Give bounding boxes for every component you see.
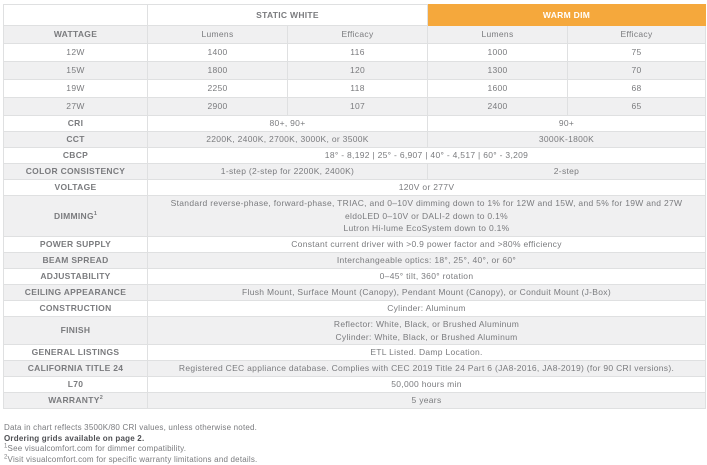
spec-label-power-supply: POWER SUPPLY [4,237,148,253]
spec-label-adjustability: ADJUSTABILITY [4,269,148,285]
dimming-label-text: DIMMING [54,211,94,221]
warm-lumens-value: 2400 [428,98,568,116]
warm-dim-header: WARM DIM [428,5,706,26]
table-row-california-title-24 [4,361,706,377]
static-white-header: STATIC WHITE [148,5,428,26]
spec-label-california-title-24: CALIFORNIA TITLE 24 [4,361,148,377]
cct-static-value: 2200K, 2400K, 2700K, 3000K, or 3500K [148,132,428,148]
footnote-dimmer-text: See visualcomfort.com for dimmer compatibility. [8,444,187,453]
footnote-sup-1: 1 [4,443,8,449]
dimming-line-1: Standard reverse-phase, forward-phase, TRIAC, and 0–10V dimming down to 1% for 12W and 15W, and 5% for 19W and 27W [148,197,705,210]
warm-lumens-value: 1300 [428,62,568,80]
wattage-label: WATTAGE [4,26,148,44]
table-row-ceiling-appearance [4,285,706,301]
static-efficacy-value: 116 [288,44,428,62]
spec-label-general-listings: GENERAL LISTINGS [4,345,148,361]
footnote-data-disclaimer: Data in chart reflects 3500K/80 CRI values, unless otherwise noted. [4,423,707,434]
power-supply-value: Constant current driver with >0.9 power factor and >80% efficiency [148,237,706,253]
spec-sheet-page [0,4,707,463]
col-header-warm-lumens: Lumens [428,26,568,44]
table-row-cct [4,132,706,148]
table-row-cri [4,116,706,132]
static-lumens-value: 1800 [148,62,288,80]
california-title-24-value: Registered CEC appliance database. Complies with CEC 2019 Title 24 Part 6 (JA8-2016, JA8-2019) (for 90 CRI versions). [148,361,706,377]
table-row-beam-spread [4,253,706,269]
dimming-line-3: Lutron Hi-lume EcoSystem down to 0.1% [148,222,705,235]
footnote-dimmer-compatibility [4,444,707,455]
spec-label-color-consistency: COLOR CONSISTENCY [4,164,148,180]
static-lumens-value: 1400 [148,44,288,62]
spec-table [3,4,706,409]
wattage-value: 19W [4,80,148,98]
table-row-cbcp [4,148,706,164]
general-listings-value: ETL Listed. Damp Location. [148,345,706,361]
corner-cell [4,5,148,26]
cbcp-value: 18° - 8,192 | 25° - 6,907 | 40° - 4,517 | 60° - 3,209 [148,148,706,164]
color-consistency-static-value: 1-step (2-step for 2200K, 2400K) [148,164,428,180]
dimming-value [148,196,706,237]
footnote-warranty-text: Visit visualcomfort.com for specific warranty limitations and details. [8,455,258,464]
wattage-value: 27W [4,98,148,116]
spec-label-construction: CONSTRUCTION [4,301,148,317]
l70-value: 50,000 hours min [148,377,706,393]
footnote-marker-2: 2 [100,396,103,402]
warm-efficacy-value: 68 [568,80,706,98]
finish-line-1: Reflector: White, Black, or Brushed Aluminum [148,318,705,331]
footnote-sup-2: 2 [4,454,8,460]
spec-label-cri: CRI [4,116,148,132]
finish-value [148,317,706,345]
table-row-27w [4,98,706,116]
spec-label-cbcp: CBCP [4,148,148,164]
cri-warm-value: 90+ [428,116,706,132]
color-consistency-warm-value: 2-step [428,164,706,180]
static-lumens-value: 2250 [148,80,288,98]
col-header-static-efficacy: Efficacy [288,26,428,44]
footnote-ordering-grids: Ordering grids available on page 2. [4,434,707,445]
construction-value: Cylinder: Aluminum [148,301,706,317]
table-row-15w [4,62,706,80]
adjustability-value: 0–45° tilt, 360° rotation [148,269,706,285]
warm-lumens-value: 1600 [428,80,568,98]
warm-efficacy-value: 65 [568,98,706,116]
table-row-construction [4,301,706,317]
wattage-value: 15W [4,62,148,80]
table-row-color-consistency [4,164,706,180]
voltage-value: 120V or 277V [148,180,706,196]
table-row-l70 [4,377,706,393]
spec-label-voltage: VOLTAGE [4,180,148,196]
static-efficacy-value: 107 [288,98,428,116]
table-row-adjustability [4,269,706,285]
wattage-value: 12W [4,44,148,62]
table-row-voltage [4,180,706,196]
warm-efficacy-value: 70 [568,62,706,80]
table-row-12w [4,44,706,62]
spec-label-finish: FINISH [4,317,148,345]
ceiling-appearance-value: Flush Mount, Surface Mount (Canopy), Pendant Mount (Canopy), or Conduit Mount (J-Box) [148,285,706,301]
table-row-19w [4,80,706,98]
warm-lumens-value: 1000 [428,44,568,62]
spec-label-l70: L70 [4,377,148,393]
col-header-warm-efficacy: Efficacy [568,26,706,44]
warm-efficacy-value: 75 [568,44,706,62]
spec-label-warranty [4,393,148,409]
spec-label-ceiling-appearance: CEILING APPEARANCE [4,285,148,301]
static-efficacy-value: 118 [288,80,428,98]
cct-warm-value: 3000K-1800K [428,132,706,148]
footnote-warranty-details [4,455,707,465]
cri-static-value: 80+, 90+ [148,116,428,132]
group-header-row [4,5,706,26]
table-row-dimming [4,196,706,237]
spec-label-beam-spread: BEAM SPREAD [4,253,148,269]
static-lumens-value: 2900 [148,98,288,116]
finish-line-2: Cylinder: White, Black, or Brushed Aluminum [148,331,705,344]
spec-label-cct: CCT [4,132,148,148]
table-row-warranty [4,393,706,409]
warranty-value: 5 years [148,393,706,409]
table-row-general-listings [4,345,706,361]
spec-label-dimming [4,196,148,237]
table-row-power-supply [4,237,706,253]
table-row-finish [4,317,706,345]
wattage-header-row [4,26,706,44]
beam-spread-value: Interchangeable optics: 18°, 25°, 40°, or 60° [148,253,706,269]
warranty-label-text: WARRANTY [48,395,100,405]
static-efficacy-value: 120 [288,62,428,80]
footnote-marker-1: 1 [94,211,97,217]
dimming-line-2: eldoLED 0–10V or DALI-2 down to 0.1% [148,210,705,223]
col-header-static-lumens: Lumens [148,26,288,44]
